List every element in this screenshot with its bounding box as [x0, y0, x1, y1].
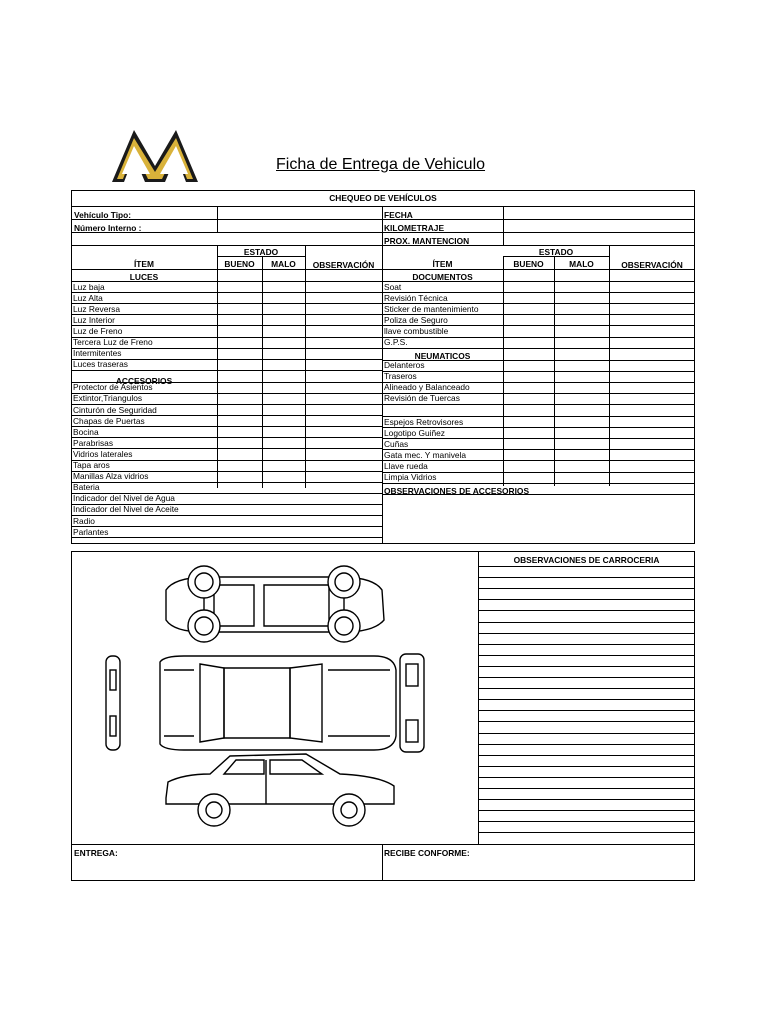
grid-line	[382, 404, 695, 405]
observation-line	[478, 610, 695, 611]
luces-section-title: LUCES	[129, 272, 159, 282]
left-item-label: Cinturón de Seguridad	[73, 404, 157, 415]
left-item-label: Protector de Asientos	[73, 382, 153, 393]
entrega-label: ENTREGA:	[74, 848, 118, 858]
grid-line	[71, 245, 382, 246]
left-item-label: Luz de Freno	[73, 325, 123, 336]
left-item-label: Vidrios laterales	[73, 448, 133, 459]
right-item-label: Poliza de Seguro	[384, 314, 448, 325]
observation-line	[478, 733, 695, 734]
observation-line	[478, 677, 695, 678]
left-item-label: Luz Interior	[73, 314, 115, 325]
right-item-label: Cuñas	[384, 438, 409, 449]
grid-line	[71, 219, 695, 220]
grid-line	[503, 206, 504, 245]
grid-line	[71, 314, 382, 315]
bueno-header-left: BUENO	[224, 259, 255, 269]
left-item-label: Parabrisas	[73, 437, 114, 448]
checklist-form	[71, 190, 695, 544]
observation-line	[478, 688, 695, 689]
left-item-label: Chapas de Puertas	[73, 415, 145, 426]
grid-line	[71, 426, 382, 427]
observacion-header-right: OBSERVACIÓN	[621, 260, 683, 270]
left-item-label: Indicador del Nivel de Aceite	[73, 504, 179, 515]
obs-carroceria-label: OBSERVACIONES DE CARROCERIA	[513, 555, 660, 565]
next-maintenance-label: PROX. MANTENCION	[384, 236, 470, 246]
left-item-label: Bocina	[73, 426, 99, 437]
observation-line	[478, 788, 695, 789]
grid-line	[217, 256, 218, 488]
obs-accesorios-label: OBSERVACIONES DE ACCESORIOS	[384, 486, 530, 496]
observation-line	[478, 755, 695, 756]
right-item-label: Delanteros	[384, 360, 425, 371]
observacion-header-left: OBSERVACIÓN	[312, 260, 375, 270]
grid-line	[71, 515, 382, 516]
internal-number-label: Número Interno :	[74, 223, 142, 233]
grid-line	[71, 370, 382, 371]
page-title: Ficha de Entrega de Vehiculo	[276, 156, 486, 173]
grid-line	[478, 566, 695, 567]
right-item-label: Gata mec. Y manivela	[384, 449, 467, 460]
observation-line	[478, 666, 695, 667]
observation-line	[478, 810, 695, 811]
observation-line	[478, 599, 695, 600]
observation-line	[478, 577, 695, 578]
right-item-label: Limpia Vidrios	[384, 472, 437, 482]
grid-line	[217, 206, 218, 232]
neumaticos-section-title: NEUMATICOS	[414, 351, 471, 361]
car-plan-view	[106, 654, 424, 752]
right-item-label: Alineado y Balanceado	[384, 382, 470, 393]
observation-line	[478, 799, 695, 800]
left-item-label: Manillas Alza vidrios	[73, 471, 149, 482]
grid-line	[382, 483, 695, 484]
observation-line	[478, 766, 695, 767]
car-top-view	[166, 566, 384, 642]
left-item-label: Luz Reversa	[73, 303, 121, 314]
observation-line	[478, 744, 695, 745]
grid-line	[382, 348, 695, 349]
date-label: FECHA	[384, 210, 413, 220]
right-item-label: llave combustible	[384, 325, 449, 336]
estado-header-left: ESTADO	[243, 247, 279, 257]
estado-header-right: ESTADO	[538, 247, 574, 257]
grid-line	[71, 844, 695, 845]
grid-line	[71, 437, 382, 438]
car-diagram	[104, 560, 434, 832]
left-item-label: Indicador del Nivel de Agua	[73, 493, 175, 504]
item-header-right: ÍTEM	[432, 259, 453, 269]
right-item-label: Revisión Técnica	[384, 292, 448, 303]
grid-line	[382, 337, 695, 338]
grid-line	[382, 438, 695, 439]
right-item-label: Soat	[384, 281, 402, 292]
left-item-label: Tercera Luz de Freno	[73, 337, 153, 347]
grid-line	[71, 482, 382, 483]
recibe-conforme-label: RECIBE CONFORME:	[384, 848, 470, 858]
left-item-label: Parlantes	[73, 526, 109, 537]
left-item-label: Extintor,Triangulos	[73, 393, 143, 404]
observation-line	[478, 655, 695, 656]
item-header-left: ÍTEM	[133, 259, 154, 269]
right-item-label: Llave rueda	[384, 460, 428, 471]
accesorios-section-title: ACCESORIOS	[115, 376, 173, 386]
observation-line	[478, 633, 695, 634]
car-side-view	[166, 754, 394, 826]
left-item-label: Bateria	[73, 482, 100, 493]
observation-line	[478, 721, 695, 722]
observation-line	[478, 710, 695, 711]
mileage-label: KILOMETRAJE	[384, 223, 445, 233]
observation-line	[478, 588, 695, 589]
observation-line	[478, 699, 695, 700]
grid-line	[262, 256, 263, 488]
right-item-label: G.P.S.	[384, 337, 408, 347]
grid-line	[71, 460, 382, 461]
right-item-label: Sticker de mantenimiento	[384, 303, 479, 314]
grid-line	[71, 537, 382, 538]
left-item-label: Luces traseras	[73, 359, 128, 370]
left-item-label: Tapa aros	[73, 460, 110, 470]
grid-line	[71, 232, 695, 233]
left-item-label: Luz Alta	[73, 292, 103, 303]
malo-header-right: MALO	[569, 259, 594, 269]
left-item-label: Radio	[73, 515, 95, 526]
grid-line	[382, 844, 383, 881]
company-logo	[110, 126, 200, 184]
left-item-label: Intermitentes	[73, 348, 122, 359]
grid-line	[71, 292, 382, 293]
grid-line	[382, 460, 695, 461]
observation-line	[478, 622, 695, 623]
observation-line	[478, 644, 695, 645]
right-item-label: Espejos Retrovisores	[384, 416, 464, 427]
grid-line	[71, 269, 695, 270]
right-item-label: Logotipo Guiñez	[384, 427, 445, 438]
observation-line	[478, 821, 695, 822]
observation-line	[478, 777, 695, 778]
vehicle-type-label: Vehículo Tipo:	[74, 210, 132, 220]
right-item-label: Revisión de Tuercas	[384, 393, 460, 404]
section-title: CHEQUEO DE VEHÍCULOS	[329, 193, 437, 203]
grid-line	[382, 371, 695, 372]
right-item-label: Traseros	[384, 371, 417, 382]
grid-line	[71, 206, 695, 207]
left-item-label: Luz baja	[73, 281, 105, 292]
grid-line	[305, 256, 306, 488]
observation-line	[478, 832, 695, 833]
documentos-section-title: DOCUMENTOS	[412, 272, 473, 282]
bueno-header-right: BUENO	[513, 259, 544, 269]
malo-header-left: MALO	[271, 259, 296, 269]
grid-line	[71, 526, 382, 527]
